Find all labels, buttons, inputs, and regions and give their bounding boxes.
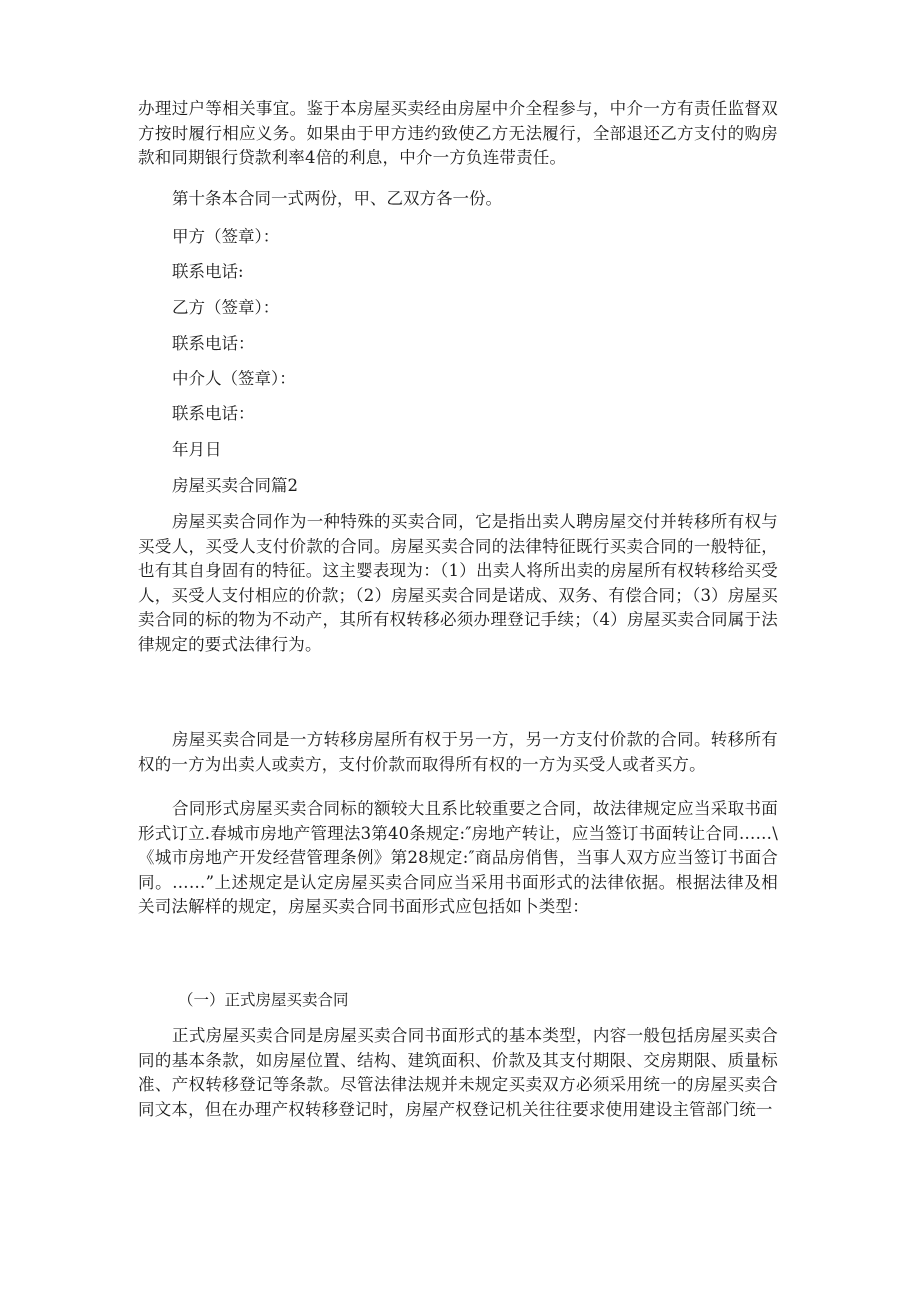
paragraph-continuation: 办理过户等相关事宜。鉴于本房屋买卖经由房屋中介全程参与，中介一方有责任监督双方按时履行相应义务。如果由于甲方违约致使乙方无法履行，全部退还乙方支付的购房款和同期银行贷款利率4倍的利息，中介一方负连带责任。: [138, 99, 778, 167]
agent-signature: 中介人（签章）：: [172, 369, 296, 388]
party-a-phone: 联系电话:: [172, 262, 244, 281]
subheading-formal-contract: （一）正式房屋买卖合同: [178, 991, 349, 1009]
date-line: 年月日: [172, 440, 222, 459]
party-b-phone: 联系电话：: [172, 334, 255, 353]
party-a-signature: 甲方（签章）：: [172, 227, 280, 246]
paragraph-definition: 房屋买卖合同作为一种特殊的买卖合同，它是指出卖人聘房屋交付并转移所有权与买受人，买受人支付价款的合同。房屋买卖合同的法律特征既行买卖合同的一般特征，也有其自身固有的特征。这主婴表现为：（1）出卖人将所出卖的房屋所有权转移给买受人，买受人支付相应的价款；（2）房屋买卖合同是诺成、双务、有偿合同；（3）房屋买卖合同的标的物为不动产，其所有权转移必须办理登记手续；（4）房屋买卖合同属于法律规定的要式法律行为。: [138, 512, 778, 654]
agent-phone: 联系电话：: [172, 404, 255, 423]
paragraph-formal-contract: 正式房屋买卖合同是房屋买卖合同书面形式的基本类型，内容一般包括房屋买卖合同的基本条款，如房屋位置、结构、建筑面积、价款及其支付期限、交房期限、质量标准、产权转移登记等条款。尽管法律法规并未规定买卖双方必须采用统一的房屋买卖合同文本，但在办理产权转移登记时，房屋产权登记机关往往要求使用建设主管部门统一: [138, 1026, 778, 1119]
article-10: 第十条本合同一式两份，甲、乙双方各一份。: [172, 189, 502, 208]
section-title: 房屋买卖合同篇2: [172, 476, 298, 495]
paragraph-summary: 房屋买卖合同是一方转移房屋所有权于另一方，另一方支付价款的合同。转移所有权的一方为出卖人或卖方，支付价款而取得所有权的一方为买受人或者买方。: [138, 730, 778, 774]
party-b-signature: 乙方（签章）：: [172, 298, 280, 317]
paragraph-form: 合同形式房屋买卖合同标的额较大且系比较重要之合同，故法律规定应当采取书面形式订立.春城市房地产管理法3第40条规定:″房地产转让，应当签订书面转让合同……\《城市房地产开发经营管理条例》第28规定:″商品房俏售，当事人双方应当签订书面合同。……”上述规定是认定房屋买卖合同应当采用书面形式的法律依据。根据法律及相关司法解样的规定，房屋买卖合同书面形式应包括如卜类型：: [138, 799, 778, 916]
